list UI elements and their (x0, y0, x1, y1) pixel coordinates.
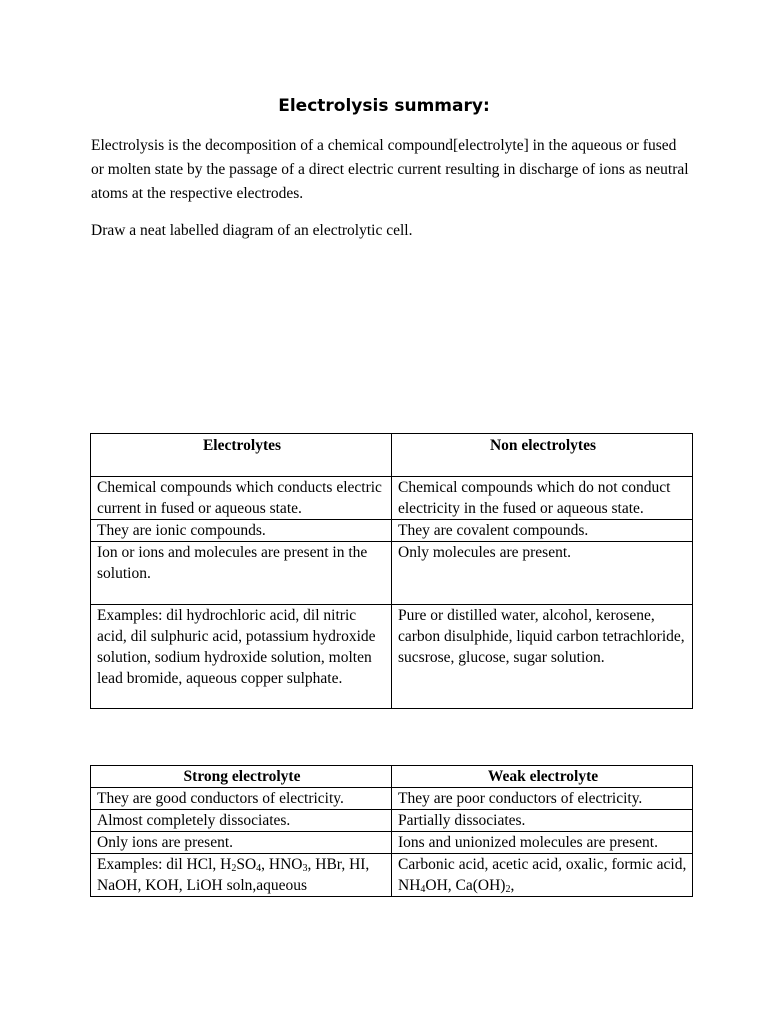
table-row (91, 520, 693, 542)
table-cell: They are ionic compounds. (91, 520, 392, 542)
table-cell: Chemical compounds which do not conduct electricity in the fused or aqueous state. (392, 477, 693, 520)
table-cell: Almost completely dissociates. (91, 810, 392, 832)
table-cell: Pure or distilled water, alcohol, kerosene, carbon disulphide, liquid carbon tetrachloride, sucsrose, glucose, sugar solution. (392, 605, 693, 709)
table-cell: They are poor conductors of electricity. (392, 788, 693, 810)
table-cell: Ions and unionized molecules are present. (392, 832, 693, 854)
intro-paragraph: Electrolysis is the decomposition of a chemical compound[electrolyte] in the aqueous or fused or molten state by the passage of a direct electric current resulting in discharge of ions as neutral atoms at the respective electrodes. (91, 137, 689, 202)
table-header-row (91, 766, 693, 788)
table-cell: Chemical compounds which conducts electric current in fused or aqueous state. (91, 477, 392, 520)
table-cell: Partially dissociates. (392, 810, 693, 832)
header-weak-electrolyte: Weak electrolyte (392, 766, 693, 788)
table-header-row (91, 434, 693, 477)
diagram-instruction: Draw a neat labelled diagram of an electrolytic cell. (91, 222, 413, 239)
table-cell: Only molecules are present. (392, 542, 693, 605)
table-cell-examples-weak: Carbonic acid, acetic acid, oxalic, formic acid, $NH_4OH$, $Ca(OH)_2$, (392, 854, 693, 897)
table-row (91, 854, 693, 897)
page-title: Electrolysis summary: (278, 96, 490, 116)
table-row (91, 788, 693, 810)
header-non-electrolytes: Non electrolytes (392, 434, 693, 477)
electrolytes-comparison-table (90, 433, 693, 709)
table-row (91, 605, 693, 709)
table-row (91, 810, 693, 832)
table-row (91, 477, 693, 520)
table-row (91, 832, 693, 854)
table-cell-examples-strong: Examples: dil HCl, $H_2SO_4$, $HNO_3$, HBr, HI, NaOH, KOH, LiOH soln,aqueous (91, 854, 392, 897)
table-cell: They are covalent compounds. (392, 520, 693, 542)
header-strong-electrolyte: Strong electrolyte (91, 766, 392, 788)
table-cell: They are good conductors of electricity. (91, 788, 392, 810)
table-row (91, 542, 693, 605)
header-electrolytes: Electrolytes (91, 434, 392, 477)
table-cell: Only ions are present. (91, 832, 392, 854)
strong-weak-electrolyte-table (90, 765, 693, 897)
table-cell: Ion or ions and molecules are present in the solution. (91, 542, 392, 605)
table-cell: Examples: dil hydrochloric acid, dil nitric acid, dil sulphuric acid, potassium hydroxide solution, sodium hydroxide solution, molten lead bromide, aqueous copper sulphate. (91, 605, 392, 709)
